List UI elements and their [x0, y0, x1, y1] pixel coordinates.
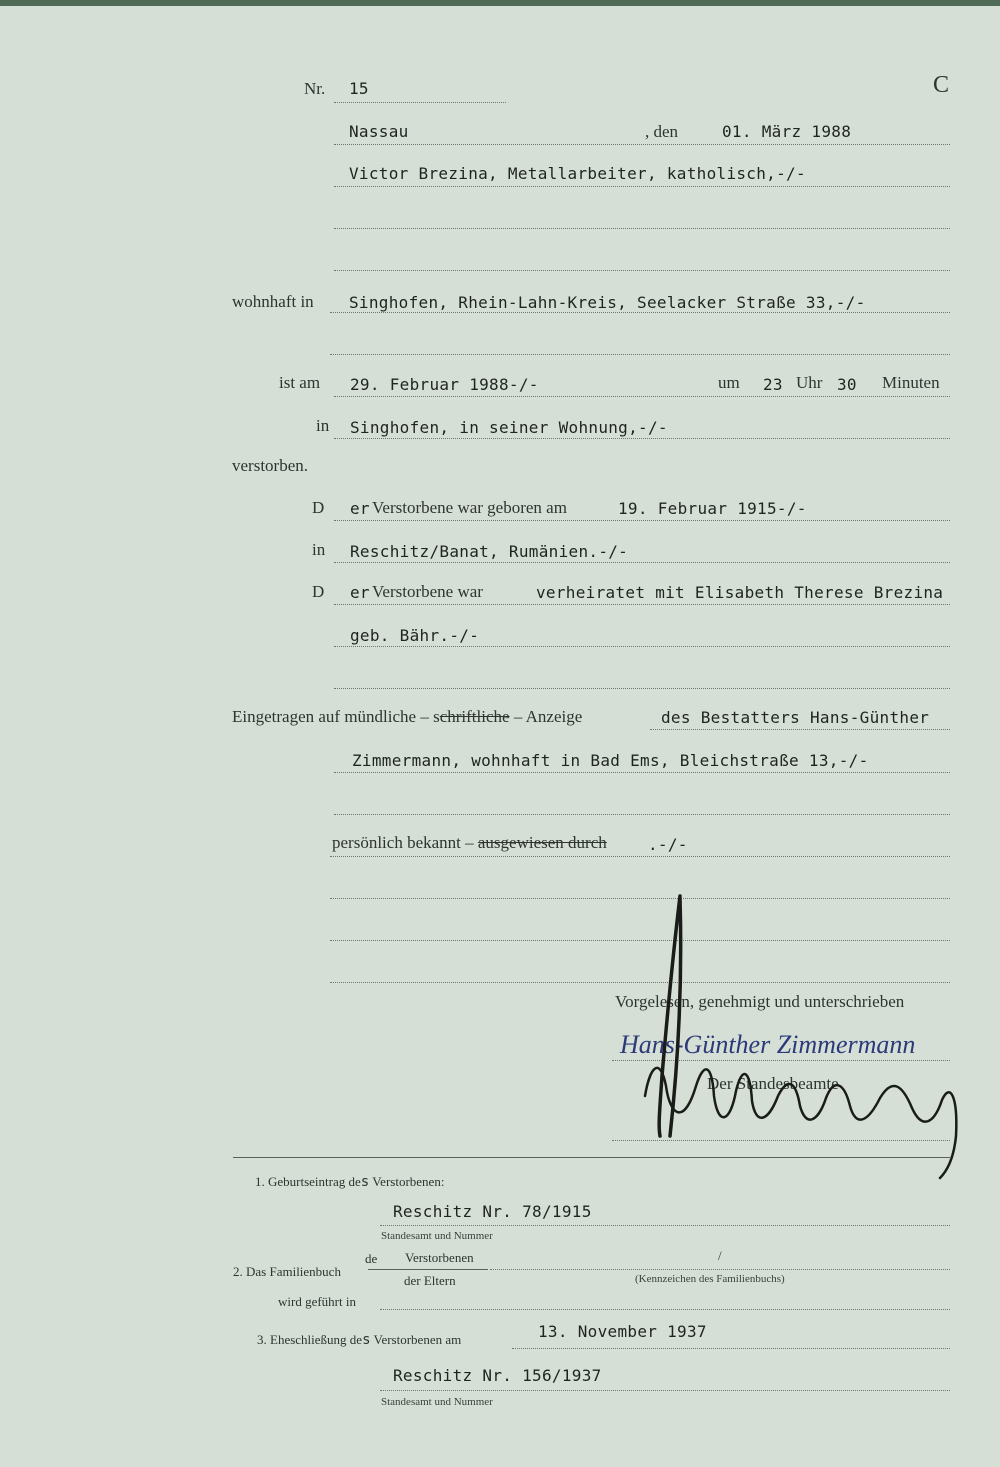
- verstorben-label: verstorben.: [232, 456, 309, 475]
- informant-line-1: des Bestatters Hans-Günther: [661, 708, 930, 727]
- section-divider: [233, 1157, 950, 1158]
- death-date-line: [334, 396, 950, 397]
- s1-s: s: [360, 1174, 370, 1190]
- married-line-2: [334, 646, 950, 647]
- bekannt-suffix: .-/-: [648, 835, 688, 854]
- bekannt-text: persönlich bekannt –: [332, 833, 474, 852]
- minutes-value: 30: [837, 375, 857, 394]
- register-page: [0, 6, 1000, 1467]
- s1-label-a: 1. Geburtseintrag de: [255, 1174, 361, 1189]
- s2-slash: /: [718, 1248, 722, 1263]
- er-suffix-2: er: [350, 583, 370, 602]
- s3-standesamt-label: Standesamt und Nummer: [381, 1396, 493, 1408]
- nr-label: Nr.: [304, 79, 326, 98]
- ist-am-label: ist am: [279, 373, 321, 392]
- s1-label: [255, 1174, 444, 1190]
- s2-label: 2. Das Familienbuch: [233, 1264, 341, 1279]
- birth-place-value: Reschitz/Banat, Rumänien.-/-: [350, 542, 629, 561]
- deceased-line-2: [334, 228, 950, 229]
- er-suffix-1: er: [350, 499, 370, 518]
- married-value: verheiratet mit Elisabeth Therese Brezina: [536, 583, 944, 602]
- s1-label-b: Verstorbenen:: [372, 1174, 445, 1189]
- in-label-2: in: [312, 540, 326, 559]
- s2-de: de: [365, 1251, 378, 1266]
- um-label: um: [718, 373, 740, 392]
- standesbeamte-label: Der Standesbeamte: [707, 1074, 839, 1093]
- married-line-1: [334, 604, 950, 605]
- minuten-label: Minuten: [882, 373, 940, 392]
- s2-fraction-line: [368, 1269, 488, 1270]
- s2-eltern: der Eltern: [404, 1273, 456, 1288]
- d-prefix-2: D: [312, 582, 325, 601]
- bekannt-label: [332, 833, 607, 853]
- uhr-label: Uhr: [796, 373, 823, 392]
- birth-date-value: 19. Februar 1915-/-: [618, 499, 807, 518]
- corner-letter: C: [933, 72, 950, 98]
- eingetragen-label: [232, 707, 582, 727]
- informant-rule-2: [334, 772, 950, 773]
- place-value: Nassau: [349, 122, 409, 141]
- bekannt-line-1: [330, 856, 950, 857]
- s3-label-a: 3. Eheschließung de: [257, 1332, 363, 1347]
- eingetragen-text: Eingetragen auf mündliche – s: [232, 707, 440, 726]
- married-label: Verstorbene war: [372, 582, 483, 601]
- s2-line-1: [490, 1269, 950, 1270]
- s3-label: [257, 1332, 461, 1348]
- residence-line-1: [330, 312, 950, 313]
- deceased-name: Victor Brezina, Metallarbeiter, katholisch,-/-: [349, 164, 806, 183]
- informant-signature: Hans-Günther Zimmermann: [620, 1030, 916, 1059]
- date-value: 01. März 1988: [722, 122, 852, 141]
- s2-wird: wird geführt in: [278, 1294, 356, 1309]
- vorgelesen-label: Vorgelesen, genehmigt und unterschrieben: [615, 992, 905, 1011]
- schriftliche-strike: chriftliche: [439, 707, 510, 726]
- s3-value: Reschitz Nr. 156/1937: [393, 1366, 602, 1385]
- death-place-line: [334, 438, 950, 439]
- place-line: [334, 144, 950, 145]
- den-label: , den: [645, 122, 679, 141]
- s3-s: s: [362, 1332, 371, 1348]
- informant-rule-1: [650, 729, 950, 730]
- s3-label-b: Verstorbenen am: [373, 1332, 462, 1347]
- in-label: in: [316, 416, 330, 435]
- birth-date-line: [334, 520, 950, 521]
- death-place-value: Singhofen, in seiner Wohnung,-/-: [350, 418, 668, 437]
- birth-place-line: [334, 562, 950, 563]
- s3-line-2: [380, 1390, 950, 1391]
- informant-line-2: Zimmermann, wohnhaft in Bad Ems, Bleichstraße 13,-/-: [352, 751, 869, 770]
- anzeige-text: – Anzeige: [513, 707, 583, 726]
- s1-line: [380, 1225, 950, 1226]
- ausgewiesen-strike: ausgewiesen durch: [477, 833, 607, 852]
- s2-kennzeichen: (Kennzeichen des Familienbuchs): [635, 1273, 785, 1285]
- married-line-3: [334, 688, 950, 689]
- official-signature: [600, 886, 980, 1186]
- s3-date: 13. November 1937: [538, 1322, 707, 1341]
- residence-line-2: [330, 354, 950, 355]
- d-prefix-1: D: [312, 498, 325, 517]
- residence-value: Singhofen, Rhein-Lahn-Kreis, Seelacker Straße 33,-/-: [349, 293, 866, 312]
- born-label: Verstorbene war geboren am: [372, 498, 567, 517]
- hour-value: 23: [763, 375, 783, 394]
- s3-line-1: [512, 1348, 950, 1349]
- nr-line: [334, 102, 506, 103]
- deceased-line-3: [334, 270, 950, 271]
- wohnhaft-label: wohnhaft in: [232, 292, 314, 311]
- s2-line-2: [380, 1309, 950, 1310]
- nr-value: 15: [349, 79, 369, 98]
- death-date-value: 29. Februar 1988-/-: [350, 375, 539, 394]
- married-value-2: geb. Bähr.-/-: [350, 626, 480, 645]
- s1-value: Reschitz Nr. 78/1915: [393, 1202, 592, 1221]
- deceased-line-1: [334, 186, 950, 187]
- s2-verstorbenen: Verstorbenen: [405, 1250, 474, 1265]
- informant-rule-3: [334, 814, 950, 815]
- s1-standesamt-label: Standesamt und Nummer: [381, 1230, 493, 1242]
